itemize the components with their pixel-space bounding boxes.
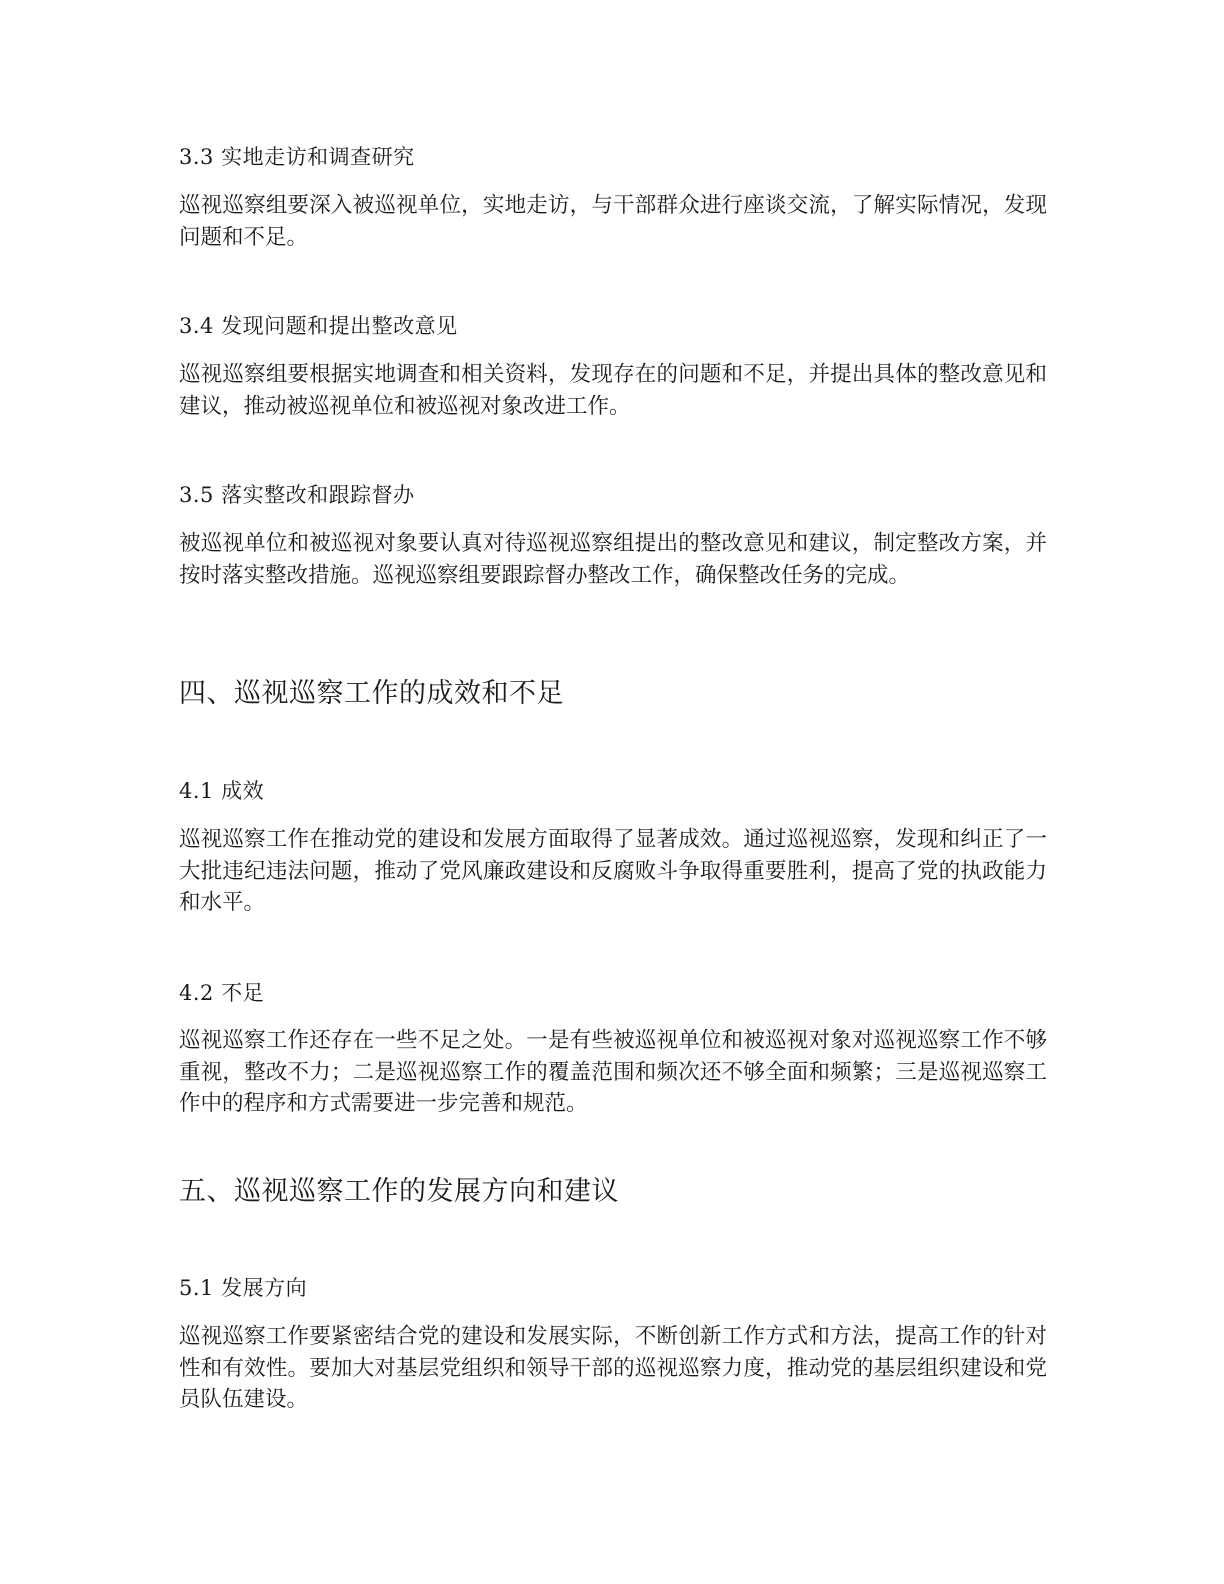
chapter-title-4: 四、巡视巡察工作的成效和不足	[179, 678, 564, 709]
section-heading-3-3: 3.3 实地走访和调查研究	[179, 145, 415, 169]
section-heading-3-5: 3.5 落实整改和跟踪督办	[179, 483, 415, 507]
section-heading-5-1: 5.1 发展方向	[179, 1276, 308, 1300]
section-paragraph-3-3: 巡视巡察组要深入被巡视单位，实地走访，与干部群众进行座谈交流，了解实际情况，发现问题和不足。	[179, 193, 1047, 250]
section-heading-3-4: 3.4 发现问题和提出整改意见	[179, 314, 458, 338]
section-paragraph-4-2: 巡视巡察工作还存在一些不足之处。一是有些被巡视单位和被巡视对象对巡视巡察工作不够重视，整改不力；二是巡视巡察工作的覆盖范围和频次还不够全面和频繁；三是巡视巡察工作中的程序和方式需要进一步完善和规范。	[179, 1028, 1047, 1116]
section-paragraph-4-1: 巡视巡察工作在推动党的建设和发展方面取得了显著成效。通过巡视巡察，发现和纠正了一大批违纪违法问题，推动了党风廉政建设和反腐败斗争取得重要胜利，提高了党的执政能力和水平。	[179, 827, 1047, 915]
section-paragraph-3-4: 巡视巡察组要根据实地调查和相关资料，发现存在的问题和不足，并提出具体的整改意见和建议，推动被巡视单位和被巡视对象改进工作。	[179, 362, 1047, 419]
chapter-title-5: 五、巡视巡察工作的发展方向和建议	[179, 1176, 619, 1207]
section-heading-4-2: 4.2 不足	[179, 981, 265, 1005]
section-paragraph-3-5: 被巡视单位和被巡视对象要认真对待巡视巡察组提出的整改意见和建议，制定整改方案，并按时落实整改措施。巡视巡察组要跟踪督办整改工作，确保整改任务的完成。	[179, 531, 1047, 588]
section-heading-4-1: 4.1 成效	[179, 779, 265, 803]
section-paragraph-5-1: 巡视巡察工作要紧密结合党的建设和发展实际，不断创新工作方式和方法，提高工作的针对性和有效性。要加大对基层党组织和领导干部的巡视巡察力度，推动党的基层组织建设和党员队伍建设。	[179, 1324, 1047, 1412]
